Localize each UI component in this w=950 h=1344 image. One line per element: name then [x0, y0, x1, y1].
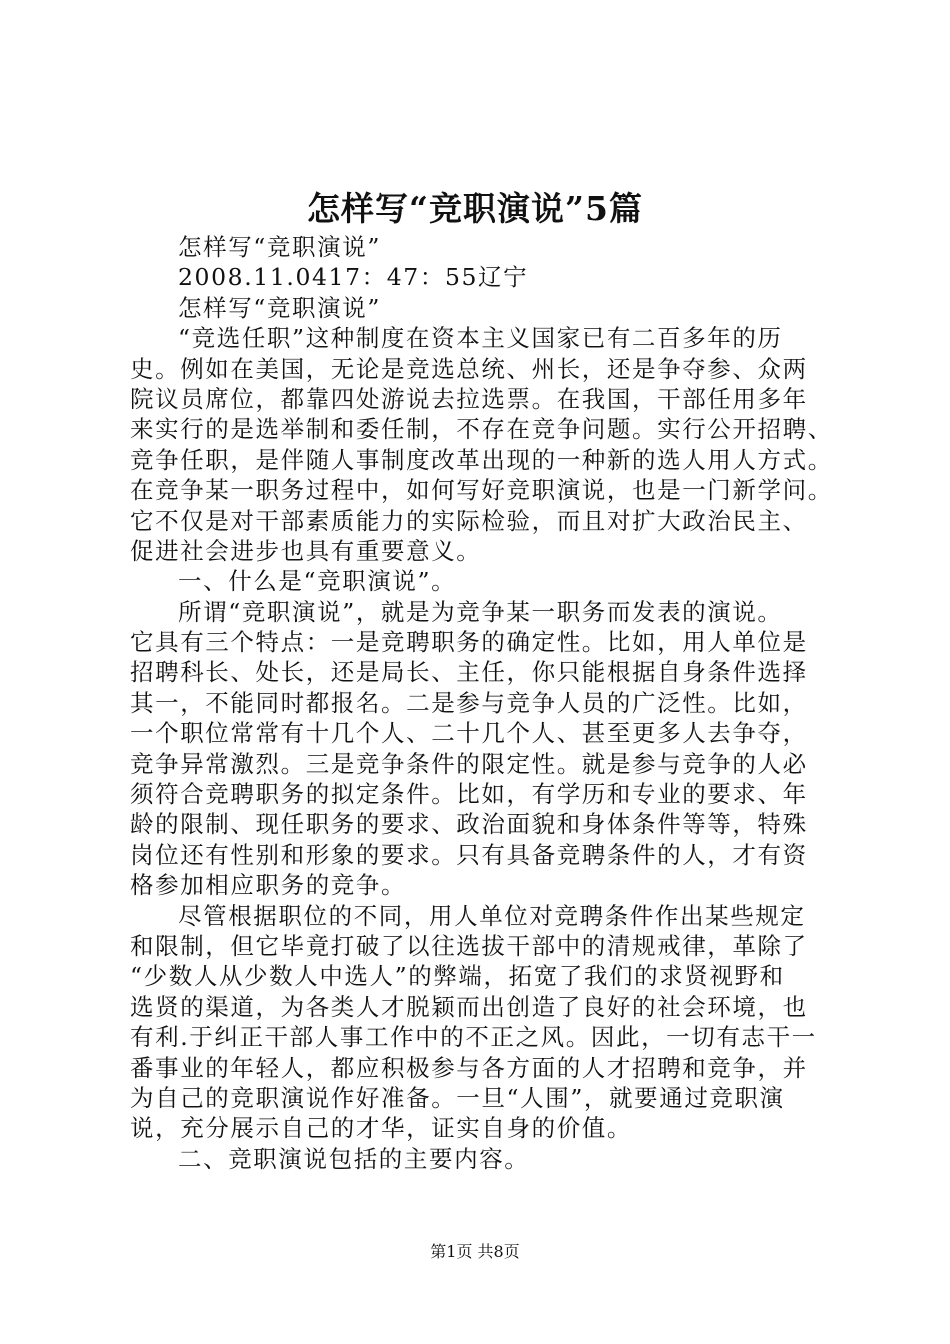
- text-line: 说，充分展示自己的才华，证实自身的价值。: [130, 1114, 632, 1143]
- text-line: “竞选任职”这种制度在资本主义国家已有二百多年的历: [178, 324, 783, 353]
- text-line: 二、竞职演说包括的主要内容。: [178, 1144, 530, 1173]
- text-line: 尽管根据职位的不同，用人单位对竞聘条件作出某些规定: [178, 901, 806, 930]
- text-line: 在竞争某一职务过程中，如何写好竞职演说，也是一门新学问。: [130, 476, 833, 505]
- text-line: 招聘科长、处长，还是局长、主任，你只能根据自身条件选择: [130, 658, 808, 687]
- document-body: [130, 232, 832, 1174]
- text-line: 史。例如在美国，无论是竞选总统、州长，还是争夺参、众两: [130, 354, 808, 383]
- text-line: 来实行的是选举制和委任制，不存在竞争问题。实行公开招聘、: [130, 415, 833, 444]
- text-line: 院议员席位，都靠四处游说去拉选票。在我国，干部任用多年: [130, 384, 808, 413]
- text-line: 龄的限制、现任职务的要求、政治面貌和身体条件等等，特殊: [130, 810, 808, 839]
- text-line: 一个职位常常有十几个人、二十几个人、甚至更多人去争夺，: [130, 719, 808, 748]
- text-line: 所谓“竞职演说”，就是为竞争某一职务而发表的演说。: [178, 597, 783, 626]
- text-line: 一、什么是“竞职演说”。: [178, 567, 457, 596]
- page-footer: 第1页 共8页: [430, 1242, 520, 1261]
- text-line: 岗位还有性别和形象的要求。只有具备竞聘条件的人，才有资: [130, 840, 808, 869]
- text-line: “少数人从少数人中选人”的弊端，拓宽了我们的求贤视野和: [130, 962, 785, 991]
- document-title: 怎样写“竞职演说”5篇: [307, 189, 643, 228]
- text-line: 竞争异常激烈。三是竞争条件的限定性。就是参与竞争的人必: [130, 749, 808, 778]
- text-line: 和限制，但它毕竟打破了以往选拔干部中的清规戒律，革除了: [130, 931, 808, 960]
- text-line: 促进社会进步也具有重要意义。: [130, 536, 482, 565]
- text-line: 它不仅是对干部素质能力的实际检验，而且对扩大政治民主、: [130, 506, 808, 535]
- text-line: 其一，不能同时都报名。二是参与竞争人员的广泛性。比如，: [130, 688, 808, 717]
- text-line: 竞争任职，是伴随人事制度改革出现的一种新的选人用人方式。: [130, 445, 833, 474]
- text-line: 它具有三个特点：一是竞聘职务的确定性。比如，用人单位是: [130, 628, 808, 657]
- text-line: 须符合竞聘职务的拟定条件。比如，有学历和专业的要求、年: [130, 780, 808, 809]
- text-line: 番事业的年轻人，都应积极参与各方面的人才招聘和竞争，并: [130, 1053, 808, 1082]
- text-line: 怎样写“竞职演说”: [178, 233, 381, 261]
- text-line: 格参加相应职务的竞争。: [130, 871, 407, 900]
- text-line: 2008.11.0417：47：55辽宁: [178, 263, 529, 292]
- text-line: 选贤的渠道，为各类人才脱颖而出创造了良好的社会环境，也: [130, 992, 808, 1021]
- text-line: 为自己的竞职演说作好准备。一旦“人围”，就要通过竞职演: [130, 1083, 785, 1112]
- text-line: 怎样写“竞职演说”: [178, 293, 381, 322]
- text-line: 有利.于纠正干部人事工作中的不正之风。因此，一切有志干一: [130, 1023, 817, 1052]
